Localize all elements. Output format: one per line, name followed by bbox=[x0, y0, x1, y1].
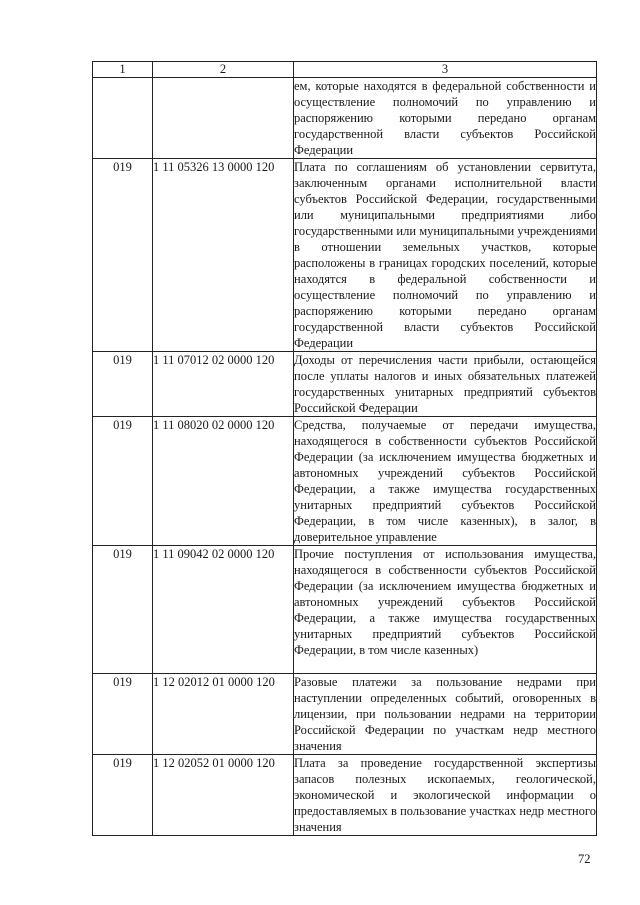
kbk-cell: 1 11 05326 13 0000 120 bbox=[153, 159, 294, 352]
kbk-cell: 1 11 09042 02 0000 120 bbox=[153, 546, 294, 674]
kbk-cell bbox=[153, 78, 294, 159]
table-row bbox=[93, 755, 597, 836]
description-cell: Средства, получаемые от передачи имущества, находящегося в собственности субъектов Российской Федерации (за исключением имущества бюджетных и автономных учреждений субъектов Российской Федерации, а также имущества государственных унитарных предприятий субъектов Российской Федерации, в том числе казенных), в залог, в доверительное управление bbox=[294, 418, 596, 544]
kbk-cell: 1 11 08020 02 0000 120 bbox=[153, 417, 294, 546]
table-row bbox=[93, 417, 597, 546]
table-row bbox=[93, 159, 597, 352]
kbk-cell: 1 12 02012 01 0000 120 bbox=[153, 674, 294, 755]
header-cell-2: 2 bbox=[153, 62, 294, 78]
description-cell: Разовые платежи за пользование недрами при наступлении определенных событий, оговоренных в лицензии, при пользовании недрами на территории Российской Федерации по участкам недр местного значения bbox=[294, 675, 596, 753]
description-cell: ем, которые находятся в федеральной собственности и осуществление полномочий по управлению и распоряжению которыми передано органам государственной власти субъектов Российской Федерации bbox=[294, 79, 596, 157]
description-cell: Доходы от перечисления части прибыли, остающейся после уплаты налогов и иных обязательных платежей государственных унитарных предприятий субъектов Российской Федерации bbox=[294, 353, 596, 415]
revenue-codes-table bbox=[92, 61, 597, 836]
header-cell-1: 1 bbox=[93, 62, 153, 78]
admin-code-cell: 019 bbox=[93, 546, 153, 674]
page-number: 72 bbox=[578, 852, 591, 866]
admin-code-cell: 019 bbox=[93, 159, 153, 352]
admin-code-cell bbox=[93, 78, 153, 159]
header-cell-3: 3 bbox=[294, 62, 597, 78]
table-row bbox=[93, 546, 597, 674]
kbk-cell: 1 12 02052 01 0000 120 bbox=[153, 755, 294, 836]
table-row bbox=[93, 352, 597, 417]
description-cell: Плата по соглашениям об установлении сервитута, заключенным органами исполнительной власти субъектов Российской Федерации, государственными или муниципальными предприятиями либо государственными или муниципальными учреждениями в отношении земельных участков, которые расположены в границах городских поселений, которые находятся в федеральной собственности и осуществление полномочий по управлению и распоряжению которыми передано органам государственной власти субъектов Российской Федерации bbox=[294, 160, 596, 350]
description-cell: Плата за проведение государственной экспертизы запасов полезных ископаемых, геологической, экономической и экологической информации о предоставляемых в пользование участках недр местного значения bbox=[294, 756, 596, 834]
kbk-cell: 1 11 07012 02 0000 120 bbox=[153, 352, 294, 417]
table-row bbox=[93, 674, 597, 755]
admin-code-cell: 019 bbox=[93, 417, 153, 546]
table-row bbox=[93, 78, 597, 159]
admin-code-cell: 019 bbox=[93, 352, 153, 417]
table-header-row bbox=[93, 62, 597, 78]
description-cell: Прочие поступления от использования имущества, находящегося в собственности субъектов Российской Федерации (за исключением имущества бюджетных и автономных учреждений субъектов Российской Федерации, а также имущества государственных унитарных предприятий субъектов Российской Федерации, в том числе казенных) bbox=[294, 546, 597, 674]
admin-code-cell: 019 bbox=[93, 674, 153, 755]
admin-code-cell: 019 bbox=[93, 755, 153, 836]
